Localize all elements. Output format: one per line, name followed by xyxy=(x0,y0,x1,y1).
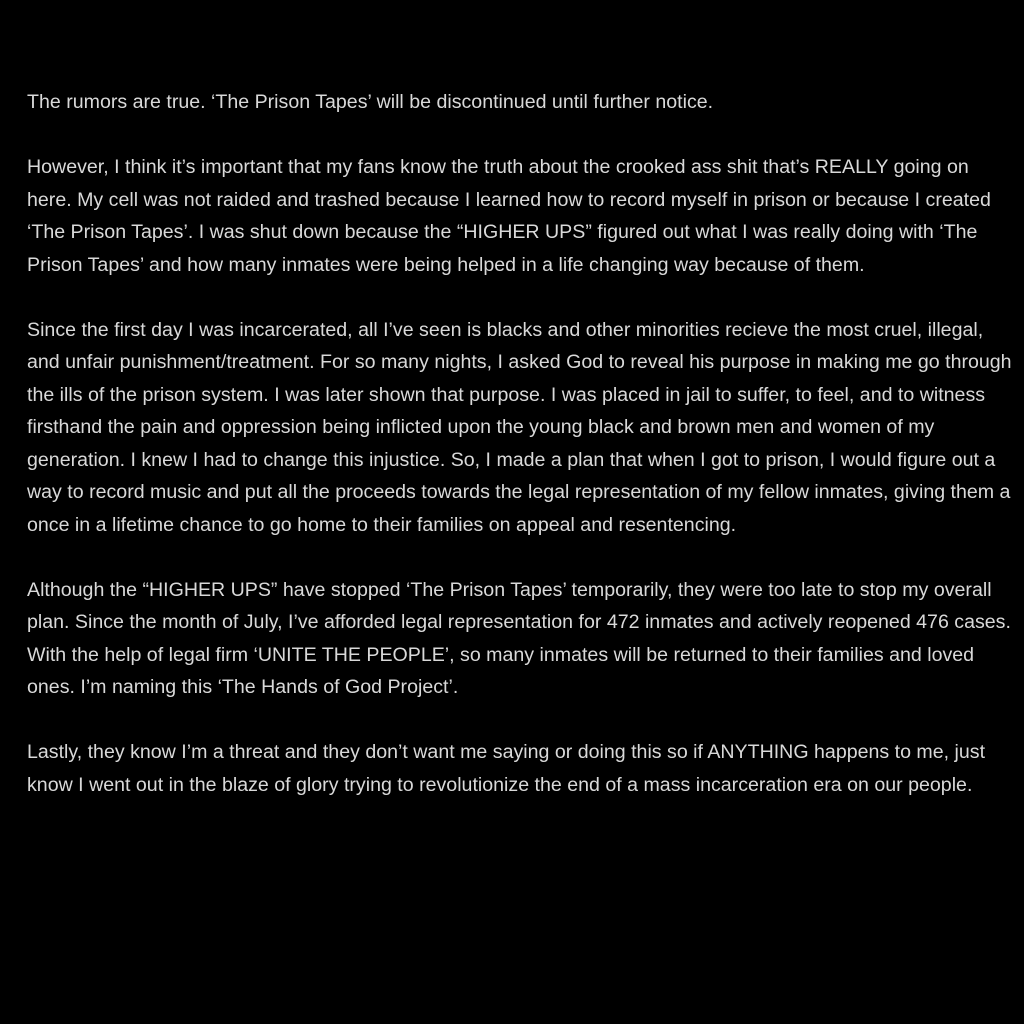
paragraph-lastly: Lastly, they know I’m a threat and they don’t want me saying or doing this so if ANYTHING happens to me, just know I went out in the blaze of glory trying to revolutionize the end of a mass incarceration era on our people. xyxy=(27,741,986,796)
paragraph-purpose: Since the first day I was incarcerated, all I’ve seen is blacks and other minorities recieve the most cruel, illegal, and unfair punishment/treatment. For so many nights, I asked God to reveal his purpose in making me go through the ills of the prison system. I was later shown that purpose. I was placed in jail to suffer, to feel, and to witness firsthand the pain and oppression being inflicted upon the young black and brown men and women of my generation. I knew I had to change this injustice. So, I made a plan that when I got to prison, I would figure out a way to record music and put all the proceeds towards the legal representation of my fellow inmates, giving them a once in a lifetime chance to go home to their families on appeal and resentencing. xyxy=(27,318,1012,536)
statement-text-block xyxy=(27,86,1012,801)
paragraph-plan: Although the “HIGHER UPS” have stopped ‘The Prison Tapes’ temporarily, they were too late to stop my overall plan. Since the month of July, I’ve afforded legal representation for 472 inmates and actively reopened 476 cases. With the help of legal firm ‘UNITE THE PEOPLE’, so many inmates will be returned to their families and loved ones. I’m naming this ‘The Hands of God Project’. xyxy=(27,578,1011,698)
paragraph-rumors: The rumors are true. ‘The Prison Tapes’ will be discontinued until further notice. xyxy=(27,91,714,113)
paragraph-truth: However, I think it’s important that my fans know the truth about the crooked ass shit that’s REALLY going on here. My cell was not raided and trashed because I learned how to record myself in prison or because I created ‘The Prison Tapes’. I was shut down because the “HIGHER UPS” figured out what I was really doing with ‘The Prison Tapes’ and how many inmates were being helped in a life changing way because of them. xyxy=(27,156,991,276)
